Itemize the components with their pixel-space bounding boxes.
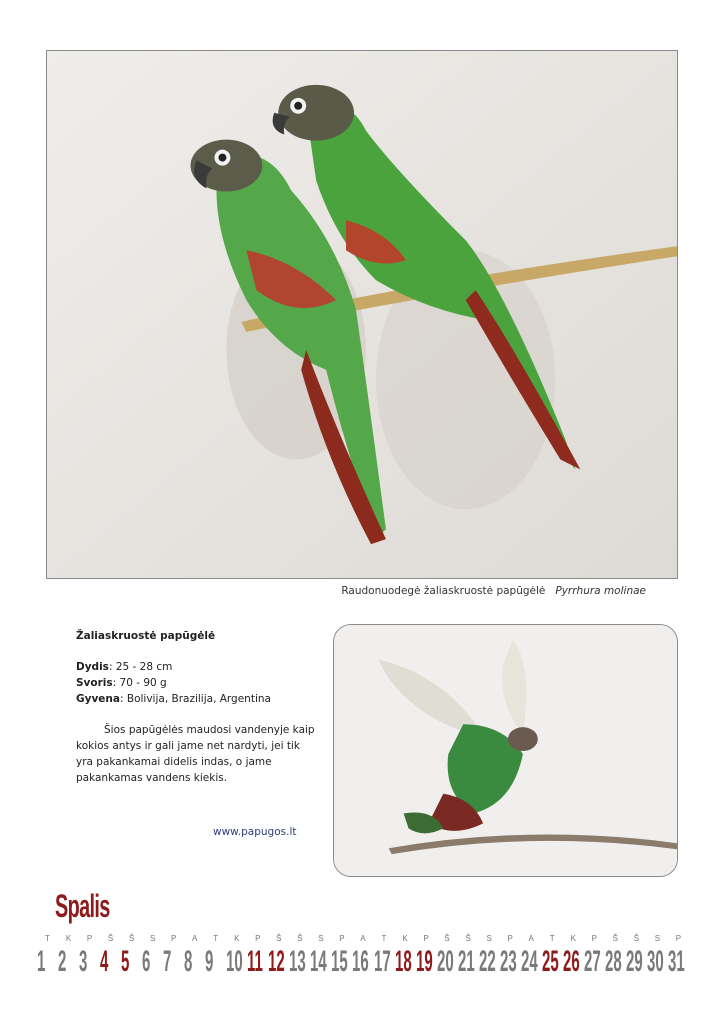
day-number: 16 xyxy=(352,945,370,978)
weekday-row xyxy=(37,934,689,943)
day-number: 6 xyxy=(142,945,151,978)
day-number: 10 xyxy=(226,945,243,978)
main-parrot-photo xyxy=(46,50,678,579)
weekday-letter: S xyxy=(486,934,492,943)
day-number: 15 xyxy=(331,945,349,978)
weekday-letter: S xyxy=(654,934,661,943)
weekday-letter: T xyxy=(45,934,50,943)
day-number: 28 xyxy=(604,945,622,978)
weekday-letter: Š xyxy=(444,934,450,943)
day-number: 13 xyxy=(289,945,307,978)
weekday-letter: Š xyxy=(128,934,135,943)
caption-species: Pyrrhura molinae xyxy=(555,585,646,597)
day-number-row xyxy=(37,943,689,981)
day-number: 22 xyxy=(478,945,496,978)
weekday-letter: K xyxy=(234,934,240,943)
weekday-letter: Š xyxy=(633,934,640,943)
day-number: 26 xyxy=(562,945,580,978)
weekday-letter: T xyxy=(213,934,219,943)
weekday-letter: P xyxy=(171,934,177,943)
day-number: 31 xyxy=(667,945,685,978)
weekday-letter: Š xyxy=(276,934,282,943)
calendar-strip xyxy=(37,934,689,981)
weekday-letter: T xyxy=(549,934,555,943)
day-number: 1 xyxy=(37,945,46,978)
caption-common-name: Raudonuodegė žaliaskruostė papūgėlė xyxy=(341,585,546,597)
day-number: 17 xyxy=(373,945,391,978)
weekday-letter: P xyxy=(507,934,513,943)
size-line: Dydis: 25 - 28 cm xyxy=(76,661,173,673)
day-number: 21 xyxy=(457,945,475,978)
day-number: 29 xyxy=(625,945,643,978)
weekday-letter: P xyxy=(339,934,345,943)
day-number: 3 xyxy=(79,945,88,978)
day-number: 20 xyxy=(436,945,454,978)
weekday-letter: P xyxy=(423,934,429,943)
day-number: 14 xyxy=(310,945,328,978)
day-number: 5 xyxy=(121,945,130,978)
day-number: 30 xyxy=(646,945,664,978)
day-number: 7 xyxy=(163,945,172,978)
flying-parrot-photo xyxy=(333,624,678,877)
day-number: 4 xyxy=(100,945,109,978)
weekday-letter: K xyxy=(65,934,72,943)
weekday-letter: P xyxy=(591,934,597,943)
weekday-letter: K xyxy=(402,934,408,943)
habitat-line: Gyvena: Bolivija, Brazilija, Argentina xyxy=(76,693,271,705)
weekday-letter: S xyxy=(318,934,324,943)
weekday-letter: T xyxy=(381,934,387,943)
weekday-letter: P xyxy=(675,934,682,943)
day-number: 19 xyxy=(415,945,433,978)
weekday-letter: S xyxy=(149,934,156,943)
weekday-letter: K xyxy=(570,934,576,943)
species-info xyxy=(76,628,316,786)
day-number: 2 xyxy=(58,945,67,978)
weekday-letter: Š xyxy=(465,934,471,943)
day-number: 23 xyxy=(499,945,517,978)
weekday-letter: A xyxy=(192,934,198,943)
day-number: 11 xyxy=(247,945,264,978)
day-number: 12 xyxy=(268,945,286,978)
weekday-letter: A xyxy=(528,934,534,943)
day-number: 8 xyxy=(184,945,193,978)
photo-caption xyxy=(341,585,646,597)
weekday-letter: P xyxy=(255,934,261,943)
weekday-letter: Š xyxy=(297,934,303,943)
info-paragraph: Šios papūgėlės maudosi vandenyje kaip kokios antys ir gali jame net nardyti, jei tik yra pakankamai didelis indas, o jame pakankamas vandens kiekis. xyxy=(76,724,315,784)
weekday-letter: A xyxy=(360,934,366,943)
weight-line: Svoris: 70 - 90 g xyxy=(76,677,167,689)
day-number: 25 xyxy=(541,945,559,978)
day-number: 27 xyxy=(583,945,601,978)
day-number: 18 xyxy=(394,945,412,978)
weekday-letter: Š xyxy=(107,934,114,943)
info-title: Žaliaskruostė papūgėlė xyxy=(76,630,216,642)
month-title: Spalis xyxy=(55,888,110,924)
day-number: 24 xyxy=(520,945,538,978)
day-number: 9 xyxy=(205,945,214,978)
website-link[interactable]: www.papugos.lt xyxy=(213,826,297,838)
weekday-letter: P xyxy=(86,934,93,943)
weekday-letter: Š xyxy=(612,934,619,943)
